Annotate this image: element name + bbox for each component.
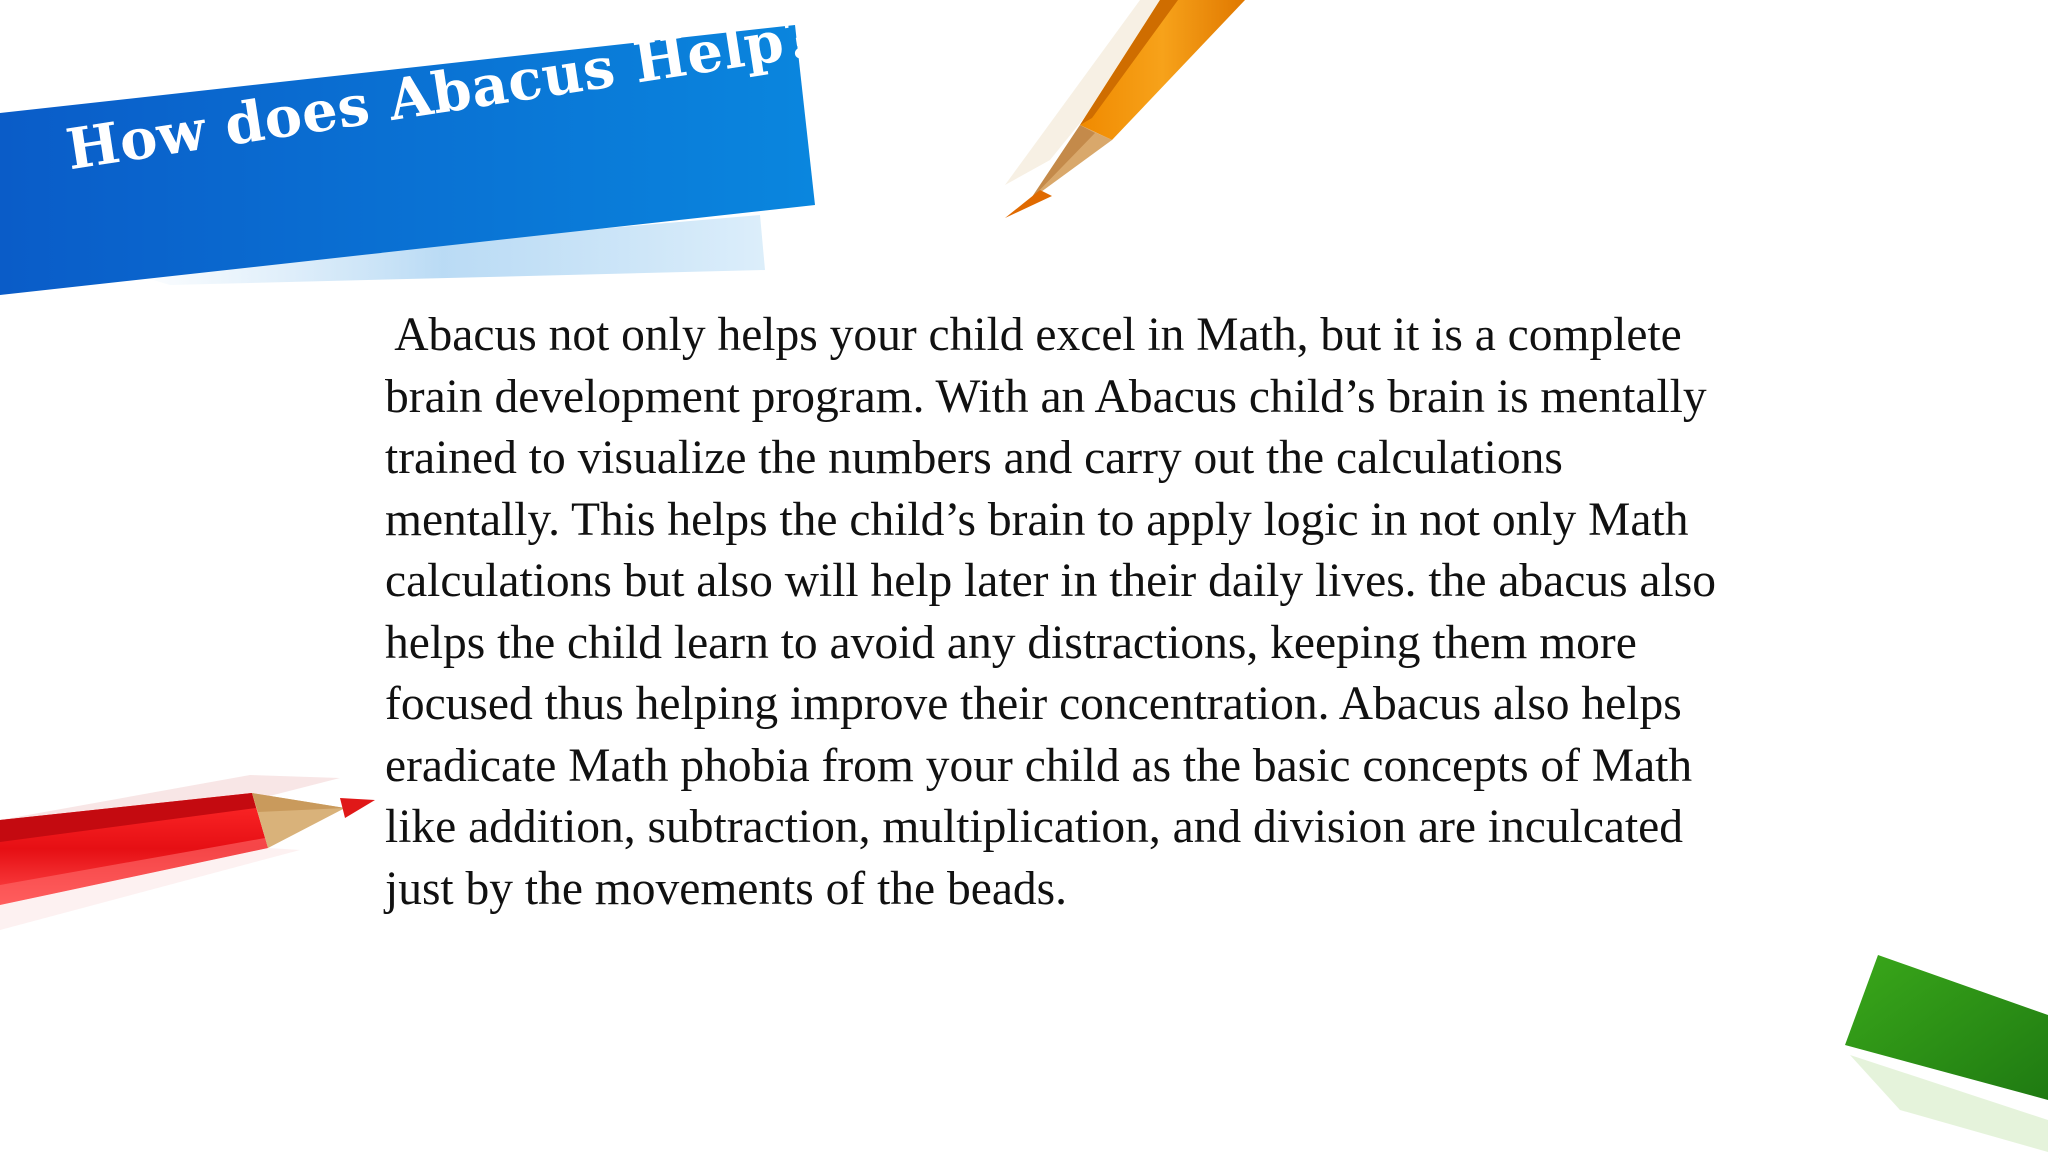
body-line: focused thus helping improve their concentration. Abacus also helps (385, 678, 1682, 730)
body-line: mentally. This helps the child’s brain to apply logic in not only Math (385, 493, 1689, 546)
body-line: calculations but also will help later in their daily lives. the abacus also (385, 555, 1716, 607)
body-line: eradicate Math phobia from your child as the basic concepts of Math (385, 739, 1693, 792)
body-line: Abacus not only helps your child excel in Math, but it is a complete (385, 309, 1682, 361)
body-line: like addition, subtraction, multiplication, and division are inculcated (385, 801, 1684, 853)
body-line: brain development program. With an Abacus child’s brain is mentally (385, 370, 1707, 423)
orange-pencil-icon (1005, 0, 1245, 218)
body-line: just by the movements of the beads. (385, 862, 1068, 915)
slide-title: How does Abacus Help? (62, 3, 822, 184)
slide-body (385, 305, 1935, 920)
body-line: trained to visualize the numbers and carry out the calculations (385, 432, 1563, 484)
green-corner-shape (1845, 955, 2048, 1152)
body-line: helps the child learn to avoid any distractions, keeping them more (385, 616, 1637, 669)
red-pencil-icon (0, 775, 375, 930)
